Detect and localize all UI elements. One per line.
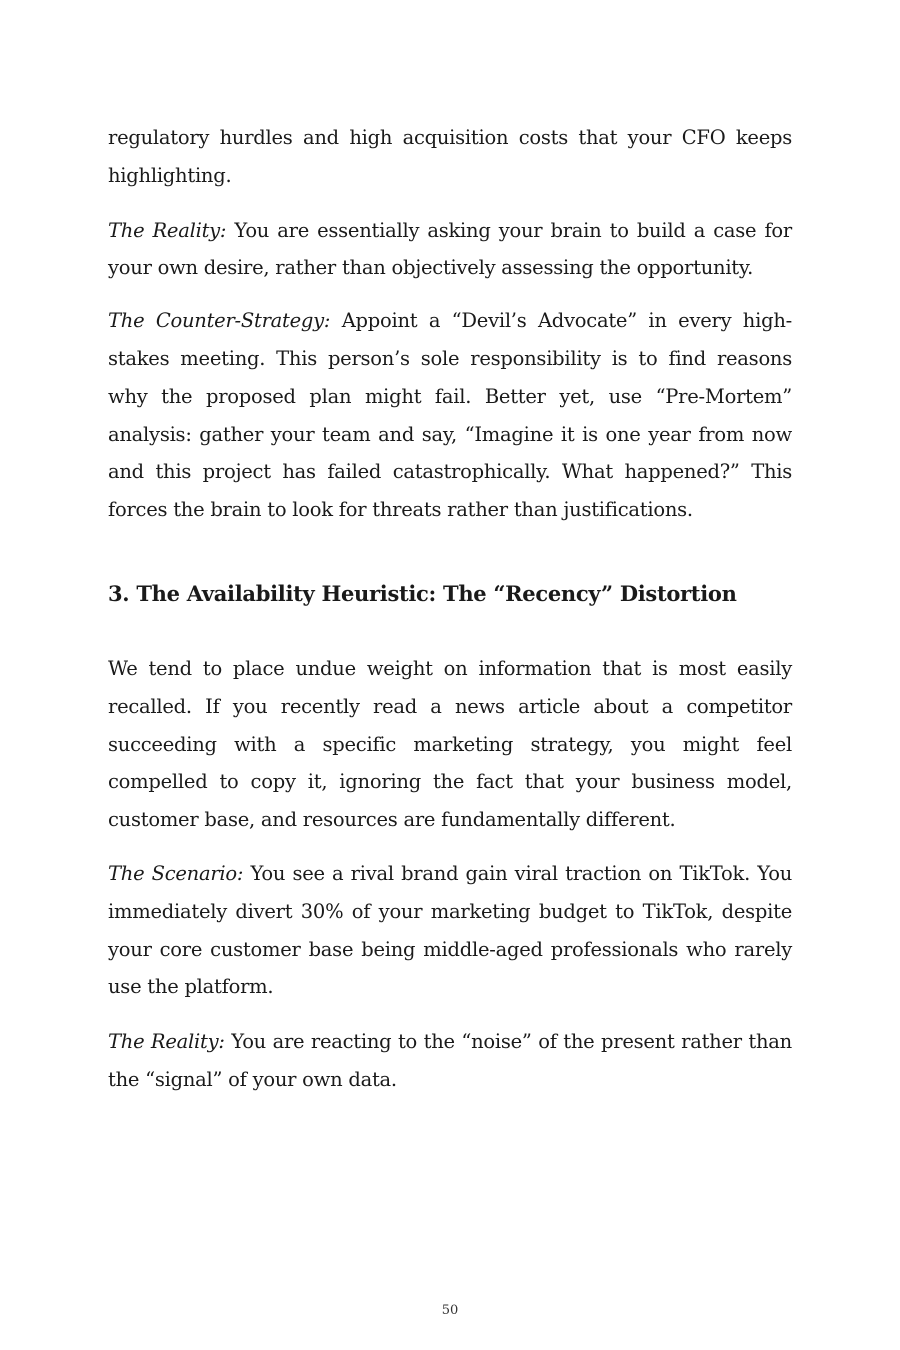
paragraph-intro bbox=[108, 650, 792, 839]
paragraph-text: You are essentially asking your brain to build a case for your own desire, rather than objectively assessing the opportunity. bbox=[108, 218, 792, 280]
paragraph-lead: The Counter-Strategy: bbox=[108, 309, 331, 333]
paragraph-lead: The Reality: bbox=[108, 218, 227, 242]
paragraph-text: We tend to place undue weight on information that is most easily recalled. If you recently read a news article about a competitor succeeding with a specific marketing strategy, you might feel compelled to copy it, ignoring the fact that your business model, customer base, and resources are fundamentally different. bbox=[108, 656, 792, 832]
section-heading: 3. The Availability Heuristic: The “Recency” Distortion bbox=[108, 580, 737, 606]
paragraph-text: You see a rival brand gain viral traction on TikTok. You immediately divert 30% of your marketing budget to TikTok, despite your core customer base being middle-aged professionals who rarely use the platform. bbox=[108, 861, 793, 999]
page-content bbox=[108, 119, 792, 1099]
paragraph-continuation bbox=[108, 119, 792, 195]
paragraph-reality-1 bbox=[108, 212, 792, 288]
paragraph-text: You are reacting to the “noise” of the present rather than the “signal” of your own data. bbox=[108, 1030, 792, 1091]
paragraph-lead: The Reality: bbox=[108, 1030, 225, 1054]
paragraph-text: Appoint a “Devil’s Advocate” in every high-stakes meeting. This person’s sole responsibility is to find reasons why the proposed plan might fail. Better yet, use “Pre-Mortem” analysis: gather your team and say, “Imagine it is one year from now and this project has failed catastrophically. What happened?” This forces the brain to look for threats rather than justifications. bbox=[108, 309, 792, 522]
paragraph-scenario bbox=[108, 855, 792, 1006]
page-number: 50 bbox=[441, 1303, 459, 1318]
paragraph-reality-2 bbox=[108, 1023, 792, 1099]
paragraph-counter-strategy bbox=[108, 302, 792, 529]
paragraph-lead: The Scenario: bbox=[108, 861, 244, 885]
paragraph-text: regulatory hurdles and high acquisition costs that your CFO keeps highlighting. bbox=[108, 126, 792, 187]
